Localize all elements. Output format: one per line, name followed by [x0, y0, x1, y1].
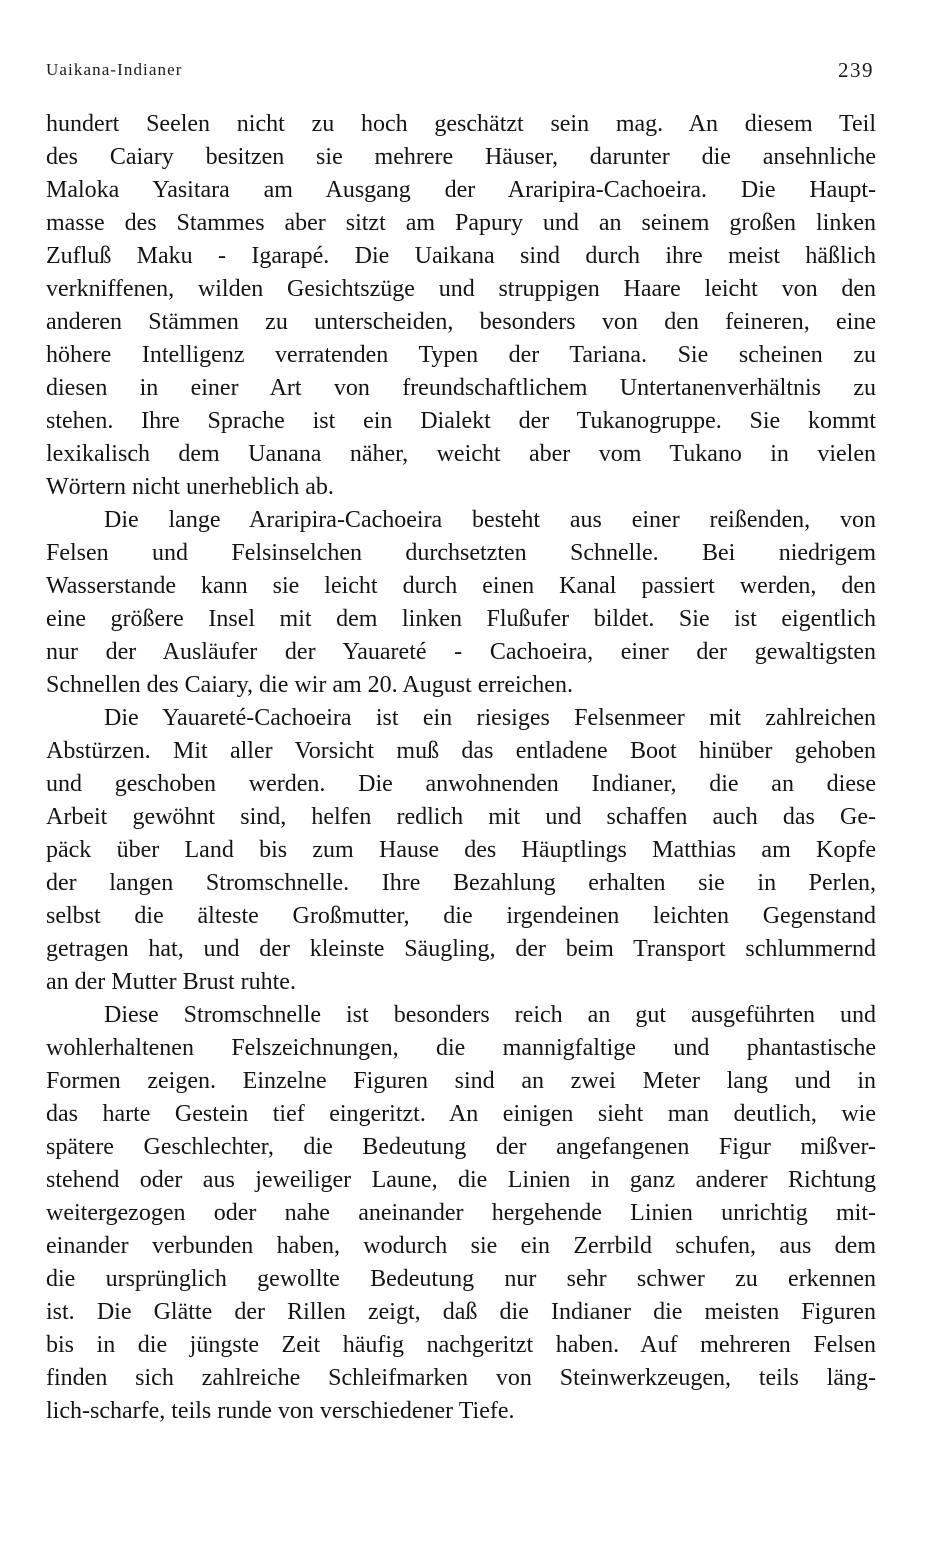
text-line: bis in die jüngste Zeit häufig nachgeritzt haben. Auf mehreren Felsen	[46, 1332, 876, 1358]
text-line: lexikalisch dem Uanana näher, weicht aber vom Tukano in vielen	[46, 441, 876, 467]
text-line: spätere Geschlechter, die Bedeutung der angefangenen Figur mißver-	[46, 1134, 876, 1160]
paragraph	[46, 108, 876, 504]
text-line: Felsen und Felsinselchen durchsetzten Schnelle. Bei niedrigem	[46, 540, 876, 566]
text-line: stehen. Ihre Sprache ist ein Dialekt der Tukanogruppe. Sie kommt	[46, 408, 876, 434]
text-line: Maloka Yasitara am Ausgang der Araripira-Cachoeira. Die Haupt-	[46, 177, 876, 203]
paragraph	[46, 999, 876, 1428]
text-line: das harte Gestein tief eingeritzt. An einigen sieht man deutlich, wie	[46, 1101, 876, 1127]
text-line: päck über Land bis zum Hause des Häuptlings Matthias am Kopfe	[46, 837, 876, 863]
page-number: 239	[838, 58, 874, 82]
text-line: hundert Seelen nicht zu hoch geschätzt sein mag. An diesem Teil	[46, 111, 876, 137]
text-line: nur der Ausläufer der Yauareté - Cachoeira, einer der gewaltigsten	[46, 639, 876, 665]
text-line: lich-scharfe, teils runde von verschiedener Tiefe.	[46, 1398, 515, 1424]
text-line: getragen hat, und der kleinste Säugling, der beim Transport schlummernd	[46, 936, 876, 962]
text-line: einander verbunden haben, wodurch sie ein Zerrbild schufen, aus dem	[46, 1233, 876, 1259]
text-line: ist. Die Glätte der Rillen zeigt, daß die Indianer die meisten Figuren	[46, 1299, 876, 1325]
text-line: Wasserstande kann sie leicht durch einen Kanal passiert werden, den	[46, 573, 876, 599]
running-title: Uaikana-Indianer	[46, 60, 183, 79]
paragraph	[46, 504, 876, 702]
text-line: die ursprünglich gewollte Bedeutung nur sehr schwer zu erkennen	[46, 1266, 876, 1292]
text-line: diesen in einer Art von freundschaftlichem Untertanenverhältnis zu	[46, 375, 876, 401]
text-line: an der Mutter Brust ruhte.	[46, 969, 296, 995]
text-line: weitergezogen oder nahe aneinander hergehende Linien unrichtig mit-	[46, 1200, 876, 1226]
text-line: wohlerhaltenen Felszeichnungen, die mannigfaltige und phantastische	[46, 1035, 876, 1061]
text-line: des Caiary besitzen sie mehrere Häuser, darunter die ansehnliche	[46, 144, 876, 170]
running-header	[46, 55, 874, 85]
text-line: Diese Stromschnelle ist besonders reich an gut ausgeführten und	[104, 1002, 876, 1028]
text-line: Die Yauareté-Cachoeira ist ein riesiges Felsenmeer mit zahlreichen	[104, 705, 876, 731]
text-line: Abstürzen. Mit aller Vorsicht muß das entladene Boot hinüber gehoben	[46, 738, 876, 764]
text-line: der langen Stromschnelle. Ihre Bezahlung erhalten sie in Perlen,	[46, 870, 876, 896]
text-line: stehend oder aus jeweiliger Laune, die Linien in ganz anderer Richtung	[46, 1167, 876, 1193]
text-line: Die lange Araripira-Cachoeira besteht aus einer reißenden, von	[104, 507, 876, 533]
text-line: Arbeit gewöhnt sind, helfen redlich mit und schaffen auch das Ge-	[46, 804, 876, 830]
text-line: verkniffenen, wilden Gesichtszüge und struppigen Haare leicht von den	[46, 276, 876, 302]
text-line: Wörtern nicht unerheblich ab.	[46, 474, 334, 500]
text-line: anderen Stämmen zu unterscheiden, besonders von den feineren, eine	[46, 309, 876, 335]
paragraph	[46, 702, 876, 999]
body-text	[46, 108, 876, 1428]
text-line: Formen zeigen. Einzelne Figuren sind an zwei Meter lang und in	[46, 1068, 876, 1094]
text-line: selbst die älteste Großmutter, die irgendeinen leichten Gegenstand	[46, 903, 876, 929]
text-line: masse des Stammes aber sitzt am Papury und an seinem großen linken	[46, 210, 876, 236]
text-line: finden sich zahlreiche Schleifmarken von Steinwerkzeugen, teils läng-	[46, 1365, 876, 1391]
text-line: Zufluß Maku - Igarapé. Die Uaikana sind durch ihre meist häßlich	[46, 243, 876, 269]
text-line: höhere Intelligenz verratenden Typen der Tariana. Sie scheinen zu	[46, 342, 876, 368]
text-line: Schnellen des Caiary, die wir am 20. August erreichen.	[46, 672, 573, 698]
text-line: und geschoben werden. Die anwohnenden Indianer, die an diese	[46, 771, 876, 797]
text-line: eine größere Insel mit dem linken Flußufer bildet. Sie ist eigentlich	[46, 606, 876, 632]
